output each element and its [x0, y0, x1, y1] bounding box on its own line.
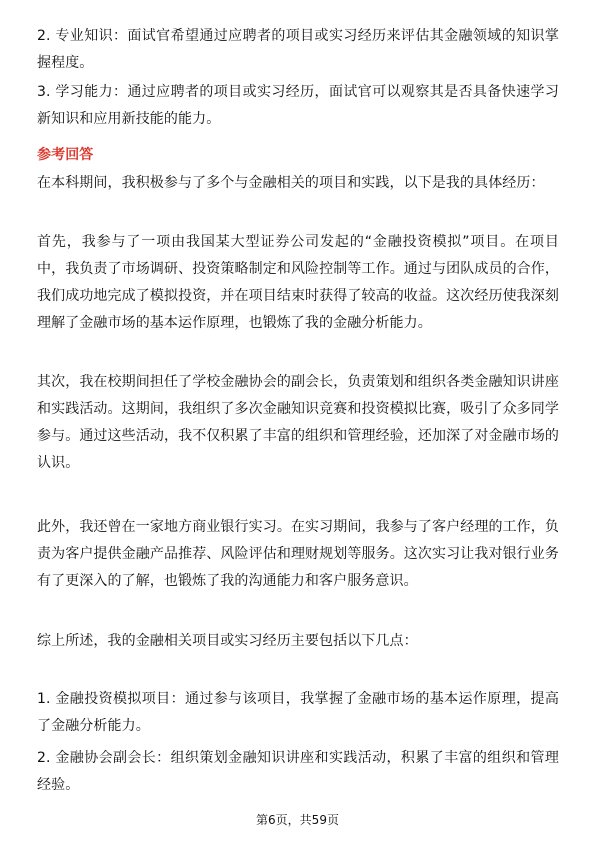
paragraph-bank-internship: 此外，我还曾在一家地方商业银行实习。在实习期间，我参与了客户经理的工作，负责为客户提供金融产品推荐、风险评估和理财规划等服务。这次实习让我对银行业务有了更深入的了解，也锻炼了我的沟通能力和客户服务意识。 — [37, 519, 559, 589]
intro-paragraph: 在本科期间，我积极参与了多个与金融相关的项目和实践，以下是我的具体经历： — [37, 175, 545, 191]
summary-paragraph: 综上所述，我的金融相关项目或实习经历主要包括以下几点： — [37, 633, 418, 649]
point-professional-knowledge: 2. 专业知识：面试官希望通过应聘者的项目或实习经历来评估其金融领域的知识掌握程度。 — [37, 28, 559, 71]
list-item-association-vp: 2. 金融协会副会长：组织策划金融知识讲座和实践活动，积累了丰富的组织和管理经验。 — [37, 750, 559, 793]
page-number-footer: 第6页，共59页 — [256, 813, 339, 827]
paragraph-investment-simulation: 首先，我参与了一项由我国某大型证券公司发起的“金融投资模拟”项目。在项目中，我负责了市场调研、投资策略制定和风险控制等工作。通过与团队成员的合作，我们成功地完成了模拟投资，并在项目结束时获得了较高的收益。这次经历使我深刻理解了金融市场的基本运作原理，也锻炼了我的金融分析能力。 — [37, 234, 559, 331]
list-item-investment-project: 1. 金融投资模拟项目：通过参与该项目，我掌握了金融市场的基本运作原理，提高了金融分析能力。 — [37, 691, 559, 734]
reference-answer-heading: 参考回答 — [37, 147, 94, 163]
paragraph-finance-association: 其次，我在校期间担任了学校金融协会的副会长，负责策划和组织各类金融知识讲座和实践活动。这期间，我组织了多次金融知识竞赛和投资模拟比赛，吸引了众多同学参与。通过这些活动，我不仅积累了丰富的组织和管理经验，还加深了对金融市场的认识。 — [37, 374, 559, 471]
point-learning-ability: 3. 学习能力：通过应聘者的项目或实习经历，面试官可以观察其是否具备快速学习新知识和应用新技能的能力。 — [37, 84, 559, 127]
